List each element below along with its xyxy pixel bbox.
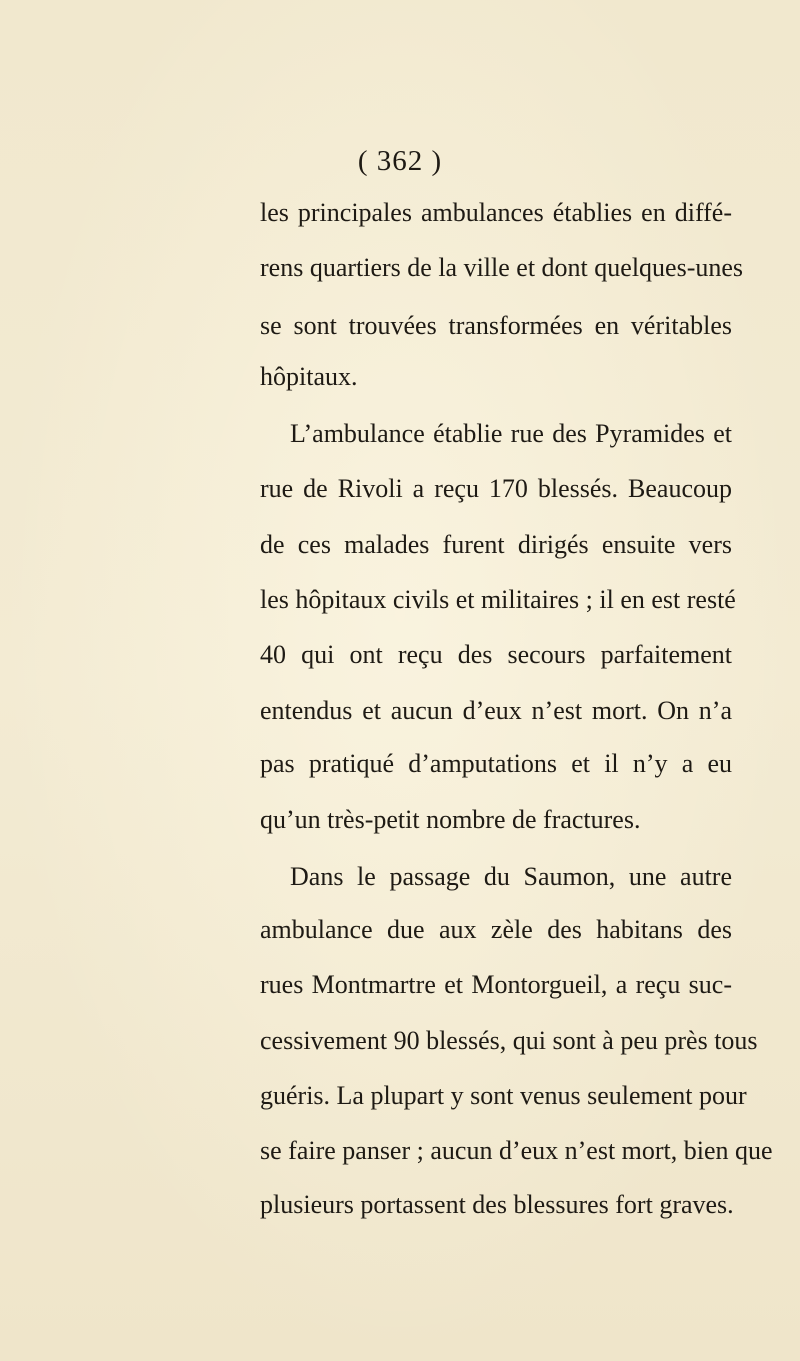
text-line-15: rues Montmartre et Montorgueil, a reçu suc- (260, 970, 732, 999)
text-line-19: plusieurs portassent des blessures fort graves. (260, 1190, 734, 1219)
text-line-10: entendus et aucun d’eux n’est mort. On n’a (260, 696, 732, 725)
text-line-1: les principales ambulances établies en diffé- (260, 198, 732, 227)
text-line-17: guéris. La plupart y sont venus seulement pour (260, 1081, 747, 1110)
text-line-13: Dans le passage du Saumon, une autre (290, 862, 732, 891)
text-line-8: les hôpitaux civils et militaires ; il en est resté (260, 585, 736, 614)
text-line-3: se sont trouvées transformées en véritables (260, 311, 732, 340)
text-line-4: hôpitaux. (260, 362, 358, 391)
text-line-11: pas pratiqué d’amputations et il n’y a eu (260, 749, 732, 778)
text-line-12: qu’un très-petit nombre de fractures. (260, 805, 641, 834)
text-line-7: de ces malades furent dirigés ensuite vers (260, 530, 732, 559)
text-line-18: se faire panser ; aucun d’eux n’est mort, bien que (260, 1136, 773, 1165)
text-line-16: cessivement 90 blessés, qui sont à peu près tous (260, 1026, 758, 1055)
text-line-2: rens quartiers de la ville et dont quelques-unes (260, 253, 744, 282)
text-line-6: rue de Rivoli a reçu 170 blessés. Beaucoup (260, 474, 732, 503)
text-line-14: ambulance due aux zèle des habitans des (260, 915, 732, 944)
page-number: ( 362 ) (357, 145, 443, 177)
text-line-9: 40 qui ont reçu des secours parfaitement (260, 640, 732, 669)
text-line-5: L’ambulance établie rue des Pyramides et (290, 419, 732, 448)
